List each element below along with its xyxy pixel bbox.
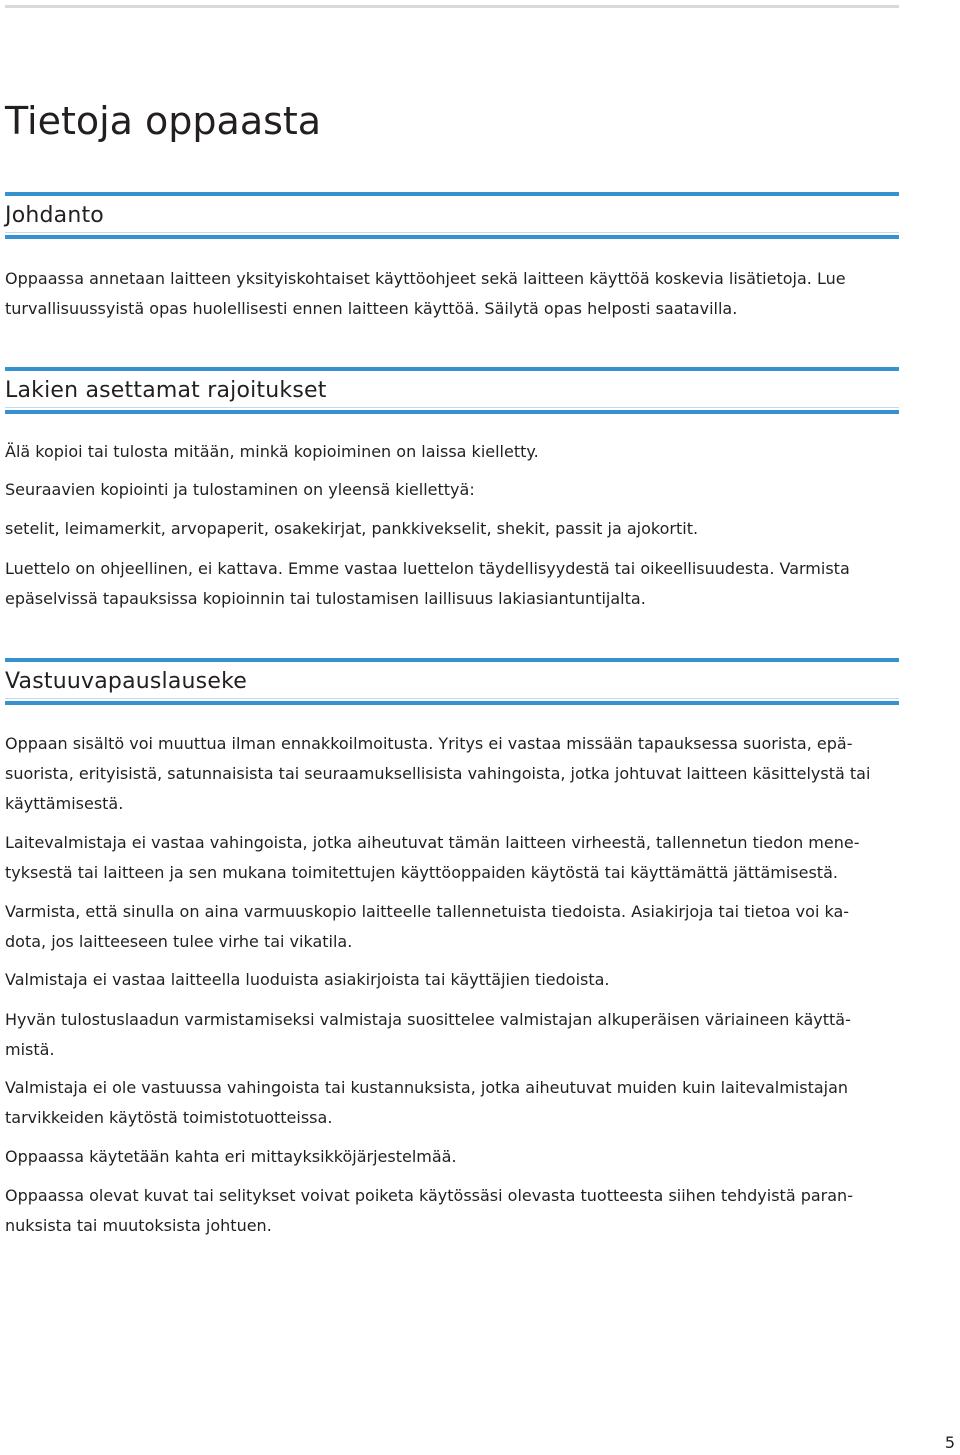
- paragraph-line: suorista, erityisistä, satunnaisista tai seuraamuksellisista vahingoista, jotka johtuvat laitteen käsittelystä tai: [5, 764, 871, 783]
- section-heading-bar: [5, 658, 899, 705]
- paragraph-line: Laitevalmistaja ei vastaa vahingoista, jotka aiheutuvat tämän laitteen virheestä, tallennetun tiedon mene-: [5, 833, 860, 852]
- heading-rule: [5, 698, 899, 699]
- heading-rule: [5, 232, 899, 233]
- section-body-johdanto: [5, 264, 899, 324]
- section-heading: Johdanto: [5, 203, 104, 228]
- section-body-vastuu: [5, 1073, 899, 1133]
- paragraph-line: epäselvissä tapauksissa kopioinnin tai tulostamisen laillisuus lakiasiantuntijalta.: [5, 589, 646, 608]
- paragraph-line: Älä kopioi tai tulosta mitään, minkä kopioiminen on laissa kielletty.: [5, 442, 539, 461]
- paragraph-line: tyksestä tai laitteen ja sen mukana toimitettujen käyttöoppaiden käytöstä tai käyttämättä jättämisestä.: [5, 863, 838, 882]
- section-vastuuvapauslauseke: [5, 658, 899, 705]
- section-body-lakien: [5, 437, 899, 467]
- section-body-lakien: [5, 554, 899, 614]
- section-heading-bar: [5, 192, 899, 239]
- paragraph-line: Luettelo on ohjeellinen, ei kattava. Emme vastaa luettelon täydellisyydestä tai oikeellisuudesta. Varmista: [5, 559, 850, 578]
- paragraph-line: dota, jos laitteeseen tulee virhe tai vikatila.: [5, 932, 353, 951]
- paragraph-line: käyttämisestä.: [5, 794, 124, 813]
- paragraph-line: Hyvän tulostuslaadun varmistamiseksi valmistaja suosittelee valmistajan alkuperäisen väriaineen käyttä-: [5, 1010, 851, 1029]
- section-body-vastuu: [5, 828, 899, 888]
- section-body-vastuu: [5, 1142, 899, 1172]
- paragraph-line: Varmista, että sinulla on aina varmuuskopio laitteelle tallennetuista tiedoista. Asiakirjoja tai tietoa voi ka-: [5, 902, 850, 921]
- page-number: 5: [944, 1433, 955, 1452]
- section-body-lakien: [5, 475, 899, 505]
- section-johdanto: [5, 192, 899, 239]
- paragraph-line: Oppaassa olevat kuvat tai selitykset voivat poiketa käytössäsi olevasta tuotteesta siihen tehdyistä paran-: [5, 1186, 853, 1205]
- section-body-vastuu: [5, 1005, 899, 1065]
- paragraph-line: Oppaan sisältö voi muuttua ilman ennakkoilmoitusta. Yritys ei vastaa missään tapauksessa suorista, epä-: [5, 734, 853, 753]
- paragraph-line: turvallisuussyistä opas huolellisesti ennen laitteen käyttöä. Säilytä opas helposti saatavilla.: [5, 299, 738, 318]
- paragraph-line: setelit, leimamerkit, arvopaperit, osakekirjat, pankkivekselit, shekit, passit ja ajokortit.: [5, 519, 699, 538]
- heading-rule: [5, 407, 899, 408]
- section-lakien-rajoitukset: [5, 367, 899, 414]
- section-heading: Lakien asettamat rajoitukset: [5, 378, 327, 403]
- page-title: Tietoja oppaasta: [5, 99, 322, 143]
- section-heading-bar: [5, 367, 899, 414]
- paragraph-line: Seuraavien kopiointi ja tulostaminen on yleensä kiellettyä:: [5, 480, 475, 499]
- section-body-vastuu: [5, 729, 899, 819]
- section-body-vastuu: [5, 965, 899, 995]
- paragraph-line: Valmistaja ei vastaa laitteella luoduista asiakirjoista tai käyttäjien tiedoista.: [5, 970, 610, 989]
- paragraph-line: mistä.: [5, 1040, 55, 1059]
- section-body-vastuu: [5, 1181, 899, 1241]
- section-body-vastuu: [5, 897, 899, 957]
- paragraph-line: nuksista tai muutoksista johtuen.: [5, 1216, 272, 1235]
- paragraph-line: tarvikkeiden käytöstä toimistotuotteissa.: [5, 1108, 333, 1127]
- top-rule: [5, 5, 899, 8]
- paragraph-line: Oppaassa annetaan laitteen yksityiskohtaiset käyttöohjeet sekä laitteen käyttöä koskevia lisätietoja. Lue: [5, 269, 846, 288]
- paragraph-line: Valmistaja ei ole vastuussa vahingoista tai kustannuksista, jotka aiheutuvat muiden kuin laitevalmistajan: [5, 1078, 849, 1097]
- section-body-lakien: [5, 514, 899, 544]
- paragraph-line: Oppaassa käytetään kahta eri mittayksikköjärjestelmää.: [5, 1147, 457, 1166]
- section-heading: Vastuuvapauslauseke: [5, 669, 247, 694]
